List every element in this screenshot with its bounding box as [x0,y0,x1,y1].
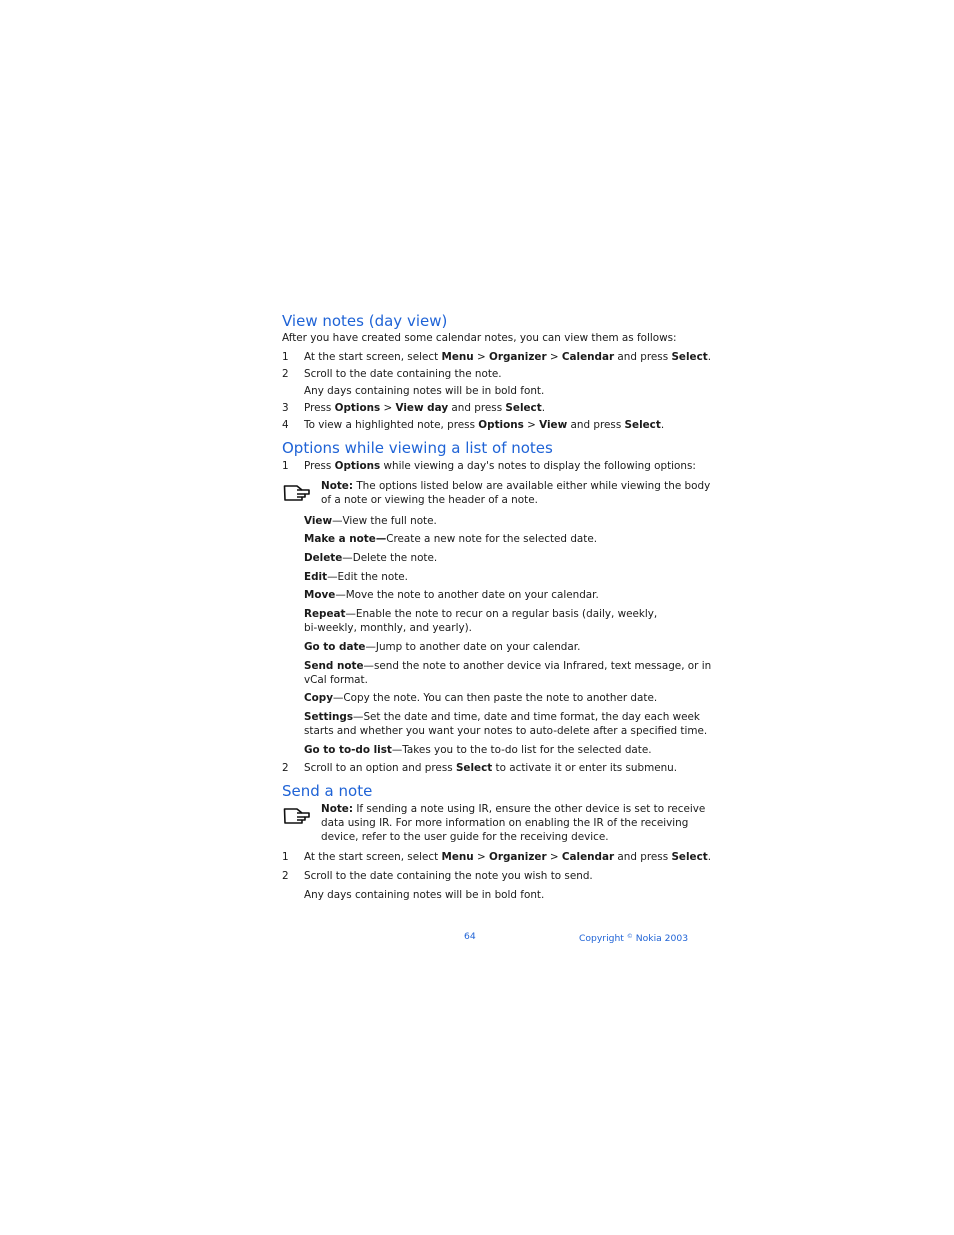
heading-view-notes: View notes (day view) [282,312,448,330]
step-text: Press Options > View day and press Select. [304,402,546,414]
step-subtext: Any days containing notes will be in bold font. [304,385,545,397]
option-item: Go to to-do list—Takes you to the to-do list for the selected date. [304,744,652,756]
option-item: Delete—Delete the note. [304,552,438,564]
note-line: data using IR. For more information on enabling the IR of the receiving [321,817,689,829]
step-number: 2 [282,870,289,882]
option-item-continued: vCal format. [304,674,368,686]
heading-options-list: Options while viewing a list of notes [282,439,553,457]
option-item: Copy—Copy the note. You can then paste the note to another date. [304,692,658,704]
note-hand-icon [283,482,311,504]
note-line: of a note or viewing the header of a note. [321,494,538,506]
option-item: Move—Move the note to another date on your calendar. [304,589,599,601]
note-hand-icon [283,805,311,827]
step-number: 1 [282,851,289,863]
intro-text: After you have created some calendar notes, you can view them as follows: [282,332,677,344]
option-item: Edit—Edit the note. [304,571,408,583]
step-text: At the start screen, select Menu > Organizer > Calendar and press Select. [304,351,712,363]
step-number: 2 [282,368,289,380]
option-item-continued: starts and whether you want your notes to auto-delete after a specified time. [304,725,708,737]
step-text: To view a highlighted note, press Options > View and press Select. [304,419,665,431]
page-number: 64 [464,931,476,942]
step-text: Scroll to an option and press Select to activate it or enter its submenu. [304,762,678,774]
step-number: 1 [282,460,289,472]
step-number: 1 [282,351,289,363]
step-number: 3 [282,402,289,414]
step-text: Scroll to the date containing the note you wish to send. [304,870,593,882]
step-number: 2 [282,762,289,774]
step-text: Press Options while viewing a day's notes to display the following options: [304,460,696,472]
step-number: 4 [282,419,289,431]
option-item-continued: bi-weekly, monthly, and yearly). [304,622,472,634]
option-item: Settings—Set the date and time, date and time format, the day each week [304,711,700,723]
option-item: Repeat—Enable the note to recur on a regular basis (daily, weekly, [304,608,658,620]
option-item: Make a note—Create a new note for the selected date. [304,533,598,545]
option-item: View—View the full note. [304,515,437,527]
heading-send-note: Send a note [282,782,373,800]
note-line: Note: If sending a note using IR, ensure the other device is set to receive [321,803,706,815]
step-text: Scroll to the date containing the note. [304,368,502,380]
step-text: At the start screen, select Menu > Organizer > Calendar and press Select. [304,851,712,863]
option-item: Go to date—Jump to another date on your calendar. [304,641,581,653]
note-line: Note: The options listed below are available either while viewing the body [321,480,711,492]
note-line: device, refer to the user guide for the receiving device. [321,831,609,843]
copyright-text: Copyright © Nokia 2003 [579,933,689,944]
step-subtext: Any days containing notes will be in bold font. [304,889,545,901]
option-item: Send note—send the note to another device via Infrared, text message, or in [304,660,712,672]
